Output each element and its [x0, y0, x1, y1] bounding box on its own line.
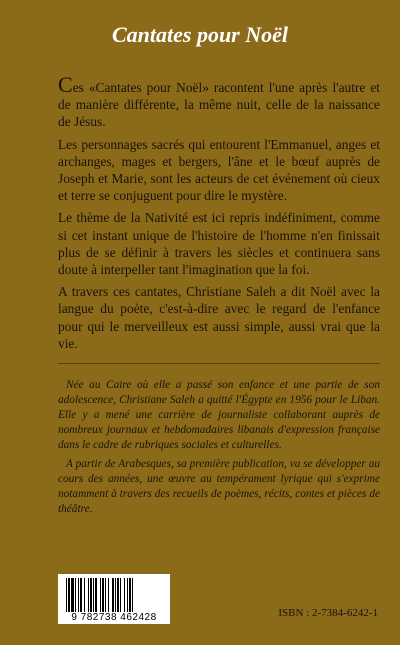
book-title: Cantates pour Noël — [111, 22, 289, 47]
blurb-paragraph-3: Le thème de la Nativité est ici repris indéfiniment, comme si cet instant unique de l'histoire de l'homme n'en finissait plus de se définir à travers les siècles et continuera sans doute à interpeller tant l'imagination que la foi. — [58, 210, 380, 278]
blurb-paragraph-4: A travers ces cantates, Christiane Saleh a dit Noël avec la langue du poète, c'est-à-dire avec le regard de l'enfance pour qui le merveilleux est aussi simple, aussi vrai que la vie. — [58, 284, 380, 351]
barcode — [58, 574, 170, 624]
dropcap: C — [58, 72, 73, 97]
isbn: ISBN : 2-7384-6242-1 — [278, 607, 378, 619]
blurb-paragraph-2: Les personnages sacrés qui entourent l'Emmanuel, anges et archanges, mages et bergers, l'âne et le bœuf auprès de Joseph et Marie, sont les acteurs de cet événement où cieux et terre se conjuguent pour dire le mystère. — [58, 136, 380, 204]
barcode-bars — [66, 578, 162, 612]
bio-paragraph-2: A partir de Arabesques, sa première publication, va se développer au cours des années, une œuvre au tempérament lyrique qui s'exprime notamment à travers des recueils de poèmes, récits, contes et pièces de théâtre. — [58, 458, 380, 515]
bio-paragraph-1: Née au Caire où elle a passé son enfance et une partie de son adolescence, Christiane Saleh a quitté l'Égypte en 1956 pour le Liban. Elle y a mené une carrière de journaliste collaborant auprès de nombreux journaux et hebdomadaires libanais d'expression française dans le cadre de rubriques sociales et culturelles. — [58, 379, 380, 451]
barcode-number: 9 782738 462428 — [71, 612, 157, 623]
divider — [58, 363, 380, 364]
author-bio — [58, 378, 380, 521]
blurb-paragraph-1: Ces «Cantates pour Noël» racontent l'une après l'autre et de manière différente, la même nuit, celle de la naissance de Jésus. — [58, 72, 380, 130]
blurb-text — [58, 72, 380, 357]
